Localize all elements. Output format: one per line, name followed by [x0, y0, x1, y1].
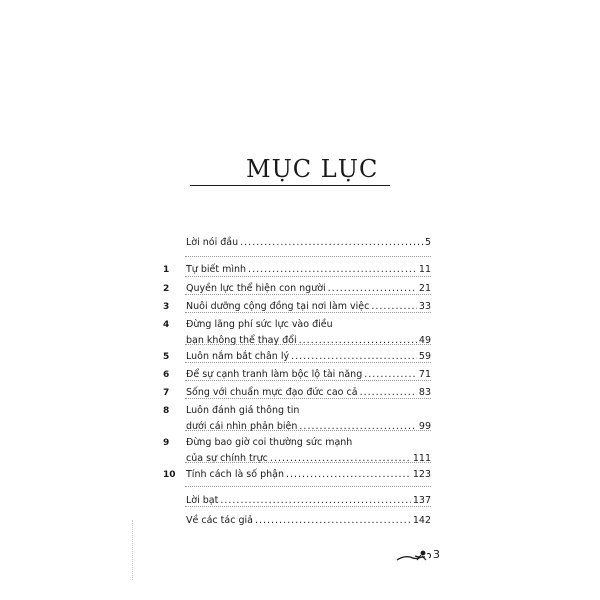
- dot-leader: [270, 452, 411, 466]
- entry-page-number: 33: [418, 301, 431, 312]
- dot-leader: [248, 263, 417, 277]
- toc-entry: [163, 236, 431, 250]
- entry-title: Luôn nắm bắt chân lý: [186, 351, 290, 362]
- entry-page-number: 137: [412, 495, 431, 506]
- row-separator: [185, 486, 431, 487]
- toc-entry: [163, 452, 431, 466]
- entry-title: Tính cách là số phận: [186, 469, 284, 480]
- entry-title: Lời bạt: [186, 495, 219, 506]
- entry-title: Lời nói đầu: [186, 237, 239, 248]
- entry-page-number: 83: [418, 387, 431, 398]
- entry-title: dưới cái nhìn phản biện: [186, 421, 298, 432]
- entry-title: của sự chính trực: [186, 453, 268, 464]
- chapter-number: 6: [163, 370, 170, 380]
- row-separator: [185, 256, 431, 257]
- toc-entry: [163, 436, 431, 450]
- row-separator: [185, 380, 431, 381]
- dot-leader: [255, 514, 411, 528]
- entry-page-number: 5: [424, 237, 431, 248]
- chapter-number: 9: [163, 438, 170, 448]
- entry-page-number: 99: [418, 421, 431, 432]
- entry-title: Tự biết mình: [186, 264, 247, 275]
- dot-leader: [240, 236, 423, 250]
- entry-page-number: 11: [418, 264, 431, 275]
- footer-ornament: [395, 548, 455, 564]
- toc-entry: [163, 263, 431, 277]
- toc-entry: [163, 318, 431, 332]
- row-separator: [185, 276, 431, 277]
- toc-entry: [163, 468, 431, 482]
- entry-title: Sống với chuẩn mực đạo đức cao cả: [186, 387, 358, 398]
- row-separator: [185, 362, 431, 363]
- row-separator: [185, 506, 431, 507]
- dot-leader: [299, 334, 417, 348]
- entry-title: Về các tác giả: [186, 515, 253, 526]
- entry-page-number: 71: [418, 369, 431, 380]
- entry-title: Nuôi dưỡng cộng đồng tại nơi làm việc: [186, 301, 370, 312]
- entry-title: bạn không thể thay đổi: [186, 335, 297, 346]
- chapter-number: 10: [163, 470, 176, 480]
- margin-marks: [132, 520, 135, 580]
- dot-leader: [286, 468, 411, 482]
- chapter-number: 8: [163, 406, 170, 416]
- page-number: 3: [433, 548, 440, 561]
- page-title: MỤC LỤC: [246, 155, 379, 183]
- toc-entry: [163, 514, 431, 528]
- chapter-number: 1: [163, 265, 170, 275]
- entry-title: Đừng lãng phí sức lực vào điều: [186, 319, 333, 330]
- entry-page-number: 49: [418, 335, 431, 346]
- chapter-number: 4: [163, 320, 170, 330]
- chapter-number: 3: [163, 302, 170, 312]
- toc-entry: [163, 404, 431, 418]
- entry-page-number: 142: [412, 515, 431, 526]
- entry-title: Đừng bao giờ coi thường sức mạnh: [186, 437, 353, 448]
- entry-title: Để sự cạnh tranh làm bộc lộ tài năng: [186, 369, 363, 380]
- row-separator: [185, 294, 431, 295]
- runner-ornament-icon: [395, 548, 435, 564]
- chapter-number: 5: [163, 352, 170, 362]
- entry-page-number: 111: [412, 453, 431, 464]
- row-separator: [185, 462, 431, 463]
- chapter-number: 7: [163, 388, 170, 398]
- entry-page-number: 21: [418, 283, 431, 294]
- dot-leader: [299, 420, 417, 434]
- chapter-number: 2: [163, 284, 170, 294]
- toc-entry: [163, 420, 431, 434]
- entry-title: Luôn đánh giá thông tin: [186, 405, 300, 416]
- row-separator: [185, 312, 431, 313]
- row-separator: [185, 344, 431, 345]
- row-separator: [185, 398, 431, 399]
- entry-page-number: 59: [418, 351, 431, 362]
- entry-page-number: 123: [412, 469, 431, 480]
- toc-entry: [163, 334, 431, 348]
- row-separator: [185, 430, 431, 431]
- entry-title: Quyền lực thể hiện con người: [186, 283, 326, 294]
